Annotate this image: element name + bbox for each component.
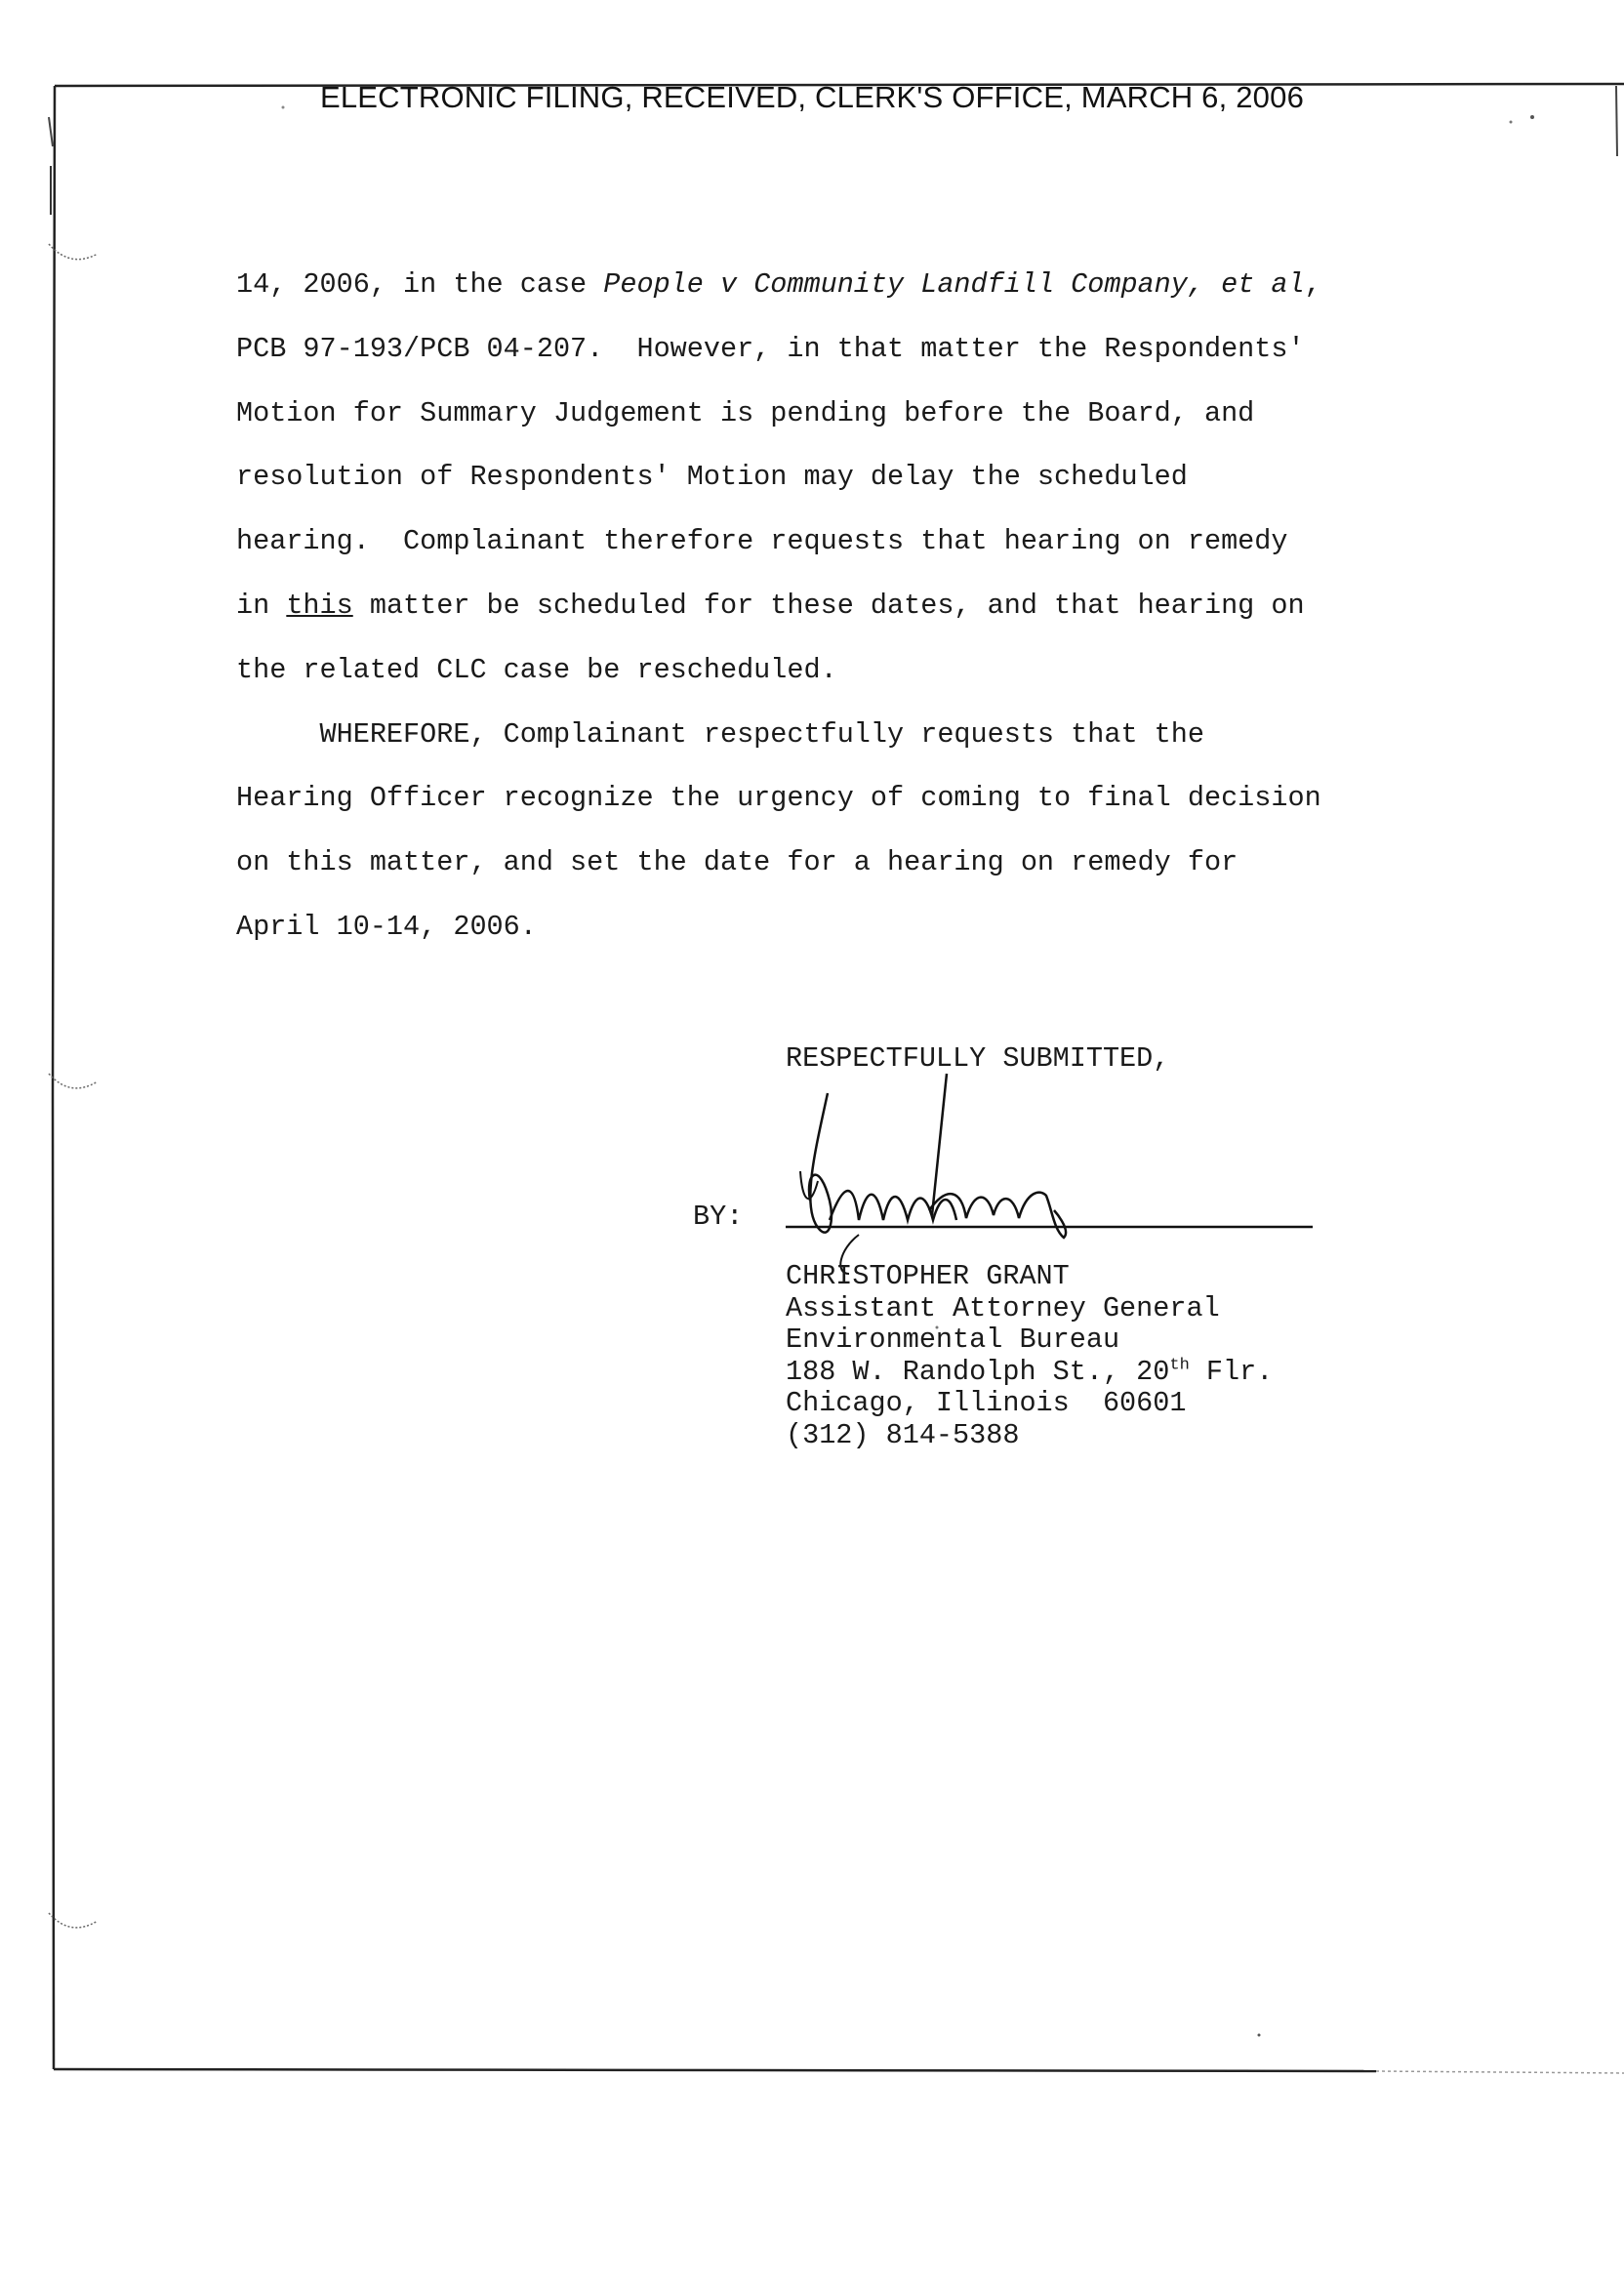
- signer-name: CHRISTOPHER GRANT: [786, 1260, 1070, 1292]
- body-line-1: 14, 2006, in the case People v Community Landfill Company, et al,: [236, 268, 1321, 301]
- body-line-2: PCB 97-193/PCB 04-207. However, in that matter the Respondents': [236, 332, 1305, 365]
- signer-address-block: [786, 1261, 1273, 1451]
- body-line-10: on this matter, and set the date for a hearing on remedy for: [236, 846, 1238, 879]
- closing-text: RESPECTFULLY SUBMITTED,: [786, 1042, 1170, 1075]
- body-line-9: Hearing Officer recognize the urgency of coming to final decision: [236, 782, 1321, 815]
- signer-bureau: Environmental Bureau: [786, 1324, 1120, 1356]
- body-line-6: in this matter be scheduled for these dates, and that hearing on: [236, 589, 1305, 622]
- by-label: BY:: [693, 1201, 744, 1233]
- body-line-5: hearing. Complainant therefore requests that hearing on remedy: [236, 525, 1288, 558]
- body-line-3: Motion for Summary Judgement is pending before the Board, and: [236, 396, 1255, 429]
- signer-title: Assistant Attorney General: [786, 1291, 1220, 1324]
- signer-city: Chicago, Illinois 60601: [786, 1387, 1187, 1419]
- body-line-11: April 10-14, 2006.: [236, 910, 537, 943]
- signer-street: 188 W. Randolph St., 20th Flr.: [786, 1355, 1274, 1388]
- body-line-4: resolution of Respondents' Motion may delay the scheduled: [236, 461, 1188, 494]
- body-line-8: WHEREFORE, Complainant respectfully requests that the: [236, 717, 1204, 751]
- body-text: [236, 253, 1505, 959]
- signer-phone: (312) 814-5388: [786, 1418, 1020, 1451]
- body-line-7: the related CLC case be rescheduled.: [236, 653, 837, 686]
- filing-stamp: ELECTRONIC FILING, RECEIVED, CLERK'S OFFICE, MARCH 6, 2006: [319, 80, 1305, 114]
- handwritten-signature: [761, 1064, 1327, 1288]
